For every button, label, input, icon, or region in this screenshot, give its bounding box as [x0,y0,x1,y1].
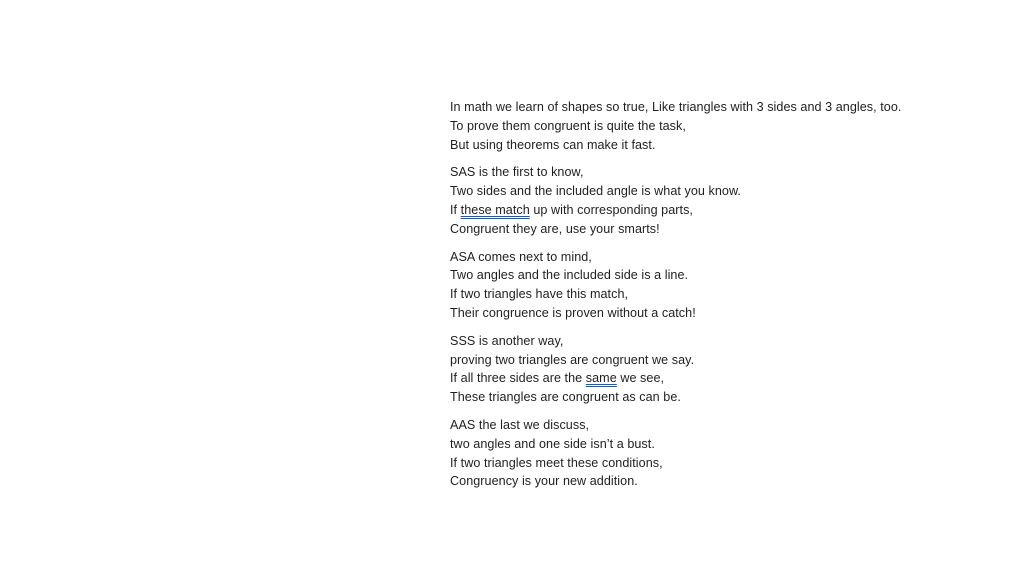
poem-line: Two angles and the included side is a line. [450,268,689,283]
poem-line: To prove them congruent is quite the task, [450,118,686,133]
poem-line: Congruent they are, use your smarts! [450,221,660,236]
line-text: If all three sides are the [450,371,586,386]
line-text: we see, [616,371,665,386]
poem-line: Their congruence is proven without a catch! [450,305,696,320]
poem-line: proving two triangles are congruent we say. [450,352,695,367]
poem-line: SAS is the first to know, [450,165,584,180]
stanza-1 [450,98,1010,154]
poem-line [450,369,1010,388]
poem-line: These triangles are congruent as can be. [450,390,681,405]
poem-line: In math we learn of shapes so true, Like triangles with 3 sides and 3 angles, too. [450,100,902,114]
line-text: If [450,202,461,217]
stanza-2 [450,163,1010,238]
grammar-flagged-text[interactable]: same [585,371,617,386]
poem-line: Congruency is your new addition. [450,474,638,489]
poem-line: If two triangles have this match, [450,287,629,302]
poem-line: AAS the last we discuss, [450,417,590,432]
line-text: up with corresponding parts, [529,202,693,217]
poem-line: Two sides and the included angle is what you know. [450,184,741,199]
poem-line: two angles and one side isn’t a bust. [450,436,655,451]
poem-line: But using theorems can make it fast. [450,137,656,152]
grammar-flagged-text[interactable]: these match [460,202,530,217]
stanza-4 [450,332,1010,407]
poem-line: If two triangles meet these conditions, [450,455,663,470]
stanza-3 [450,248,1010,323]
stanza-5 [450,416,1010,491]
poem-line: ASA comes next to mind, [450,249,592,264]
poem-body [450,98,1010,500]
poem-line: SSS is another way, [450,333,564,348]
poem-line [450,201,1010,220]
